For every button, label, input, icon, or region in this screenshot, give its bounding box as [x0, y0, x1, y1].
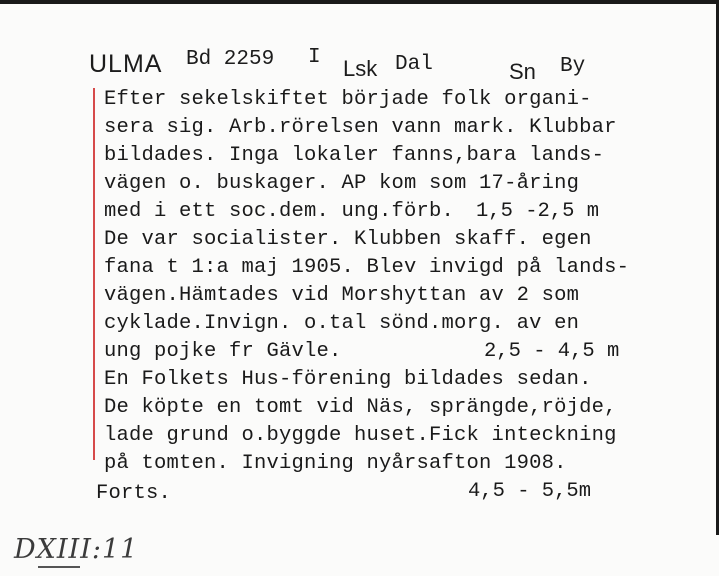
text-line: ung pojke fr Gävle.	[104, 340, 342, 363]
section-number: I	[308, 46, 321, 69]
village-label: By	[560, 55, 586, 78]
text-line: De köpte en tomt vid Näs, sprängde,röjde,	[104, 396, 617, 419]
province-label: Lsk	[343, 56, 378, 81]
text-line: En Folkets Hus-förening bildades sedan.	[104, 368, 592, 391]
handwritten-underline	[38, 566, 80, 568]
text-line: Efter sekelskiftet började folk organi-	[104, 88, 592, 111]
handwritten-reference: DXIII:11	[14, 534, 139, 565]
parish-label: Sn	[509, 59, 536, 84]
text-line: cyklade.Invign. o.tal sönd.morg. av en	[104, 312, 580, 335]
text-line: fana t 1:a maj 1905. Blev invigd på lands-	[104, 256, 630, 279]
text-line: De var socialister. Klubben skaff. egen	[104, 228, 592, 251]
red-margin-rule	[93, 88, 95, 460]
text-line: med i ett soc.dem. ung.förb.	[104, 200, 455, 223]
text-line: sera sig. Arb.rörelsen vann mark. Klubbar	[104, 116, 617, 139]
text-line: vägen.Hämtades vid Morshyttan av 2 som	[104, 284, 580, 307]
volume-number: Bd 2259	[186, 48, 275, 71]
text-line: på tomten. Invigning nyårsafton 1908.	[104, 452, 567, 475]
measure-depth: 1,5 -2,5 m	[476, 200, 600, 223]
text-line: Forts.	[96, 482, 172, 505]
measure-depth: 4,5 - 5,5m	[468, 480, 592, 503]
text-line: vägen o. buskager. AP kom som 17-åring	[104, 172, 580, 195]
text-line: bildades. Inga lokaler fanns,bara lands-	[104, 144, 605, 167]
measure-depth: 2,5 - 4,5 m	[484, 340, 620, 363]
archive-code: ULMA	[89, 50, 163, 78]
district-name: Dal	[395, 53, 433, 76]
scan-edge-top	[0, 0, 719, 4]
text-line: lade grund o.byggde huset.Fick inteckning	[104, 424, 617, 447]
